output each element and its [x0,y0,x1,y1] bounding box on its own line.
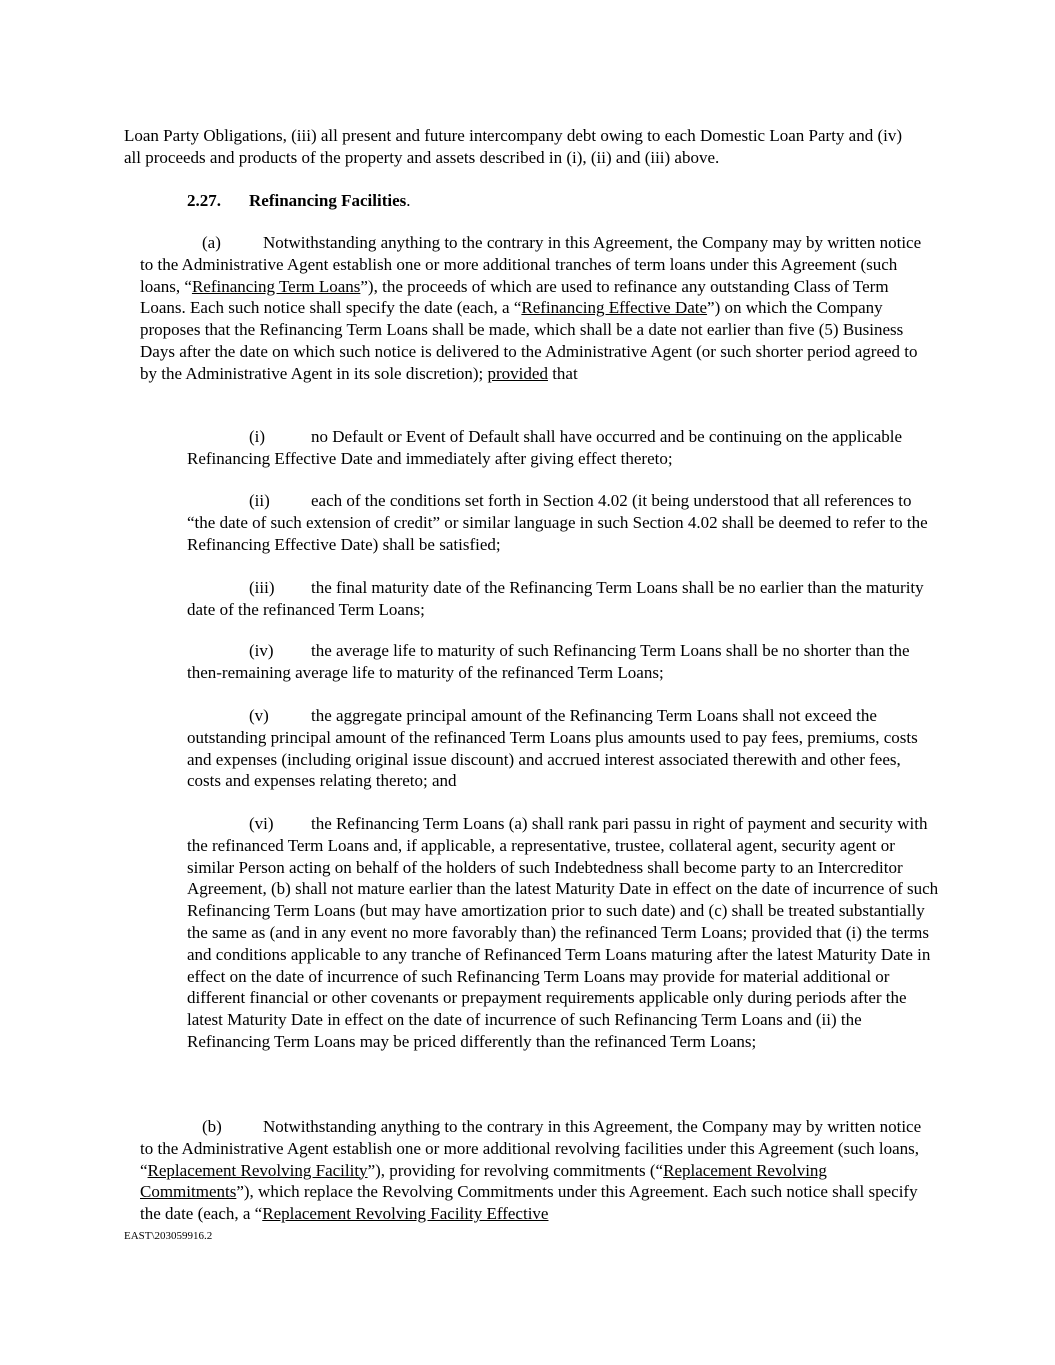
paragraph-b [140,1116,932,1225]
list-item [187,426,927,470]
paragraph-b-label: (b) [202,1117,222,1136]
section-number: 2.27. [187,191,221,210]
section-heading [187,190,787,212]
defined-term-refinancing-effective-date: Refinancing Effective Date [521,298,708,318]
section-title: Refinancing Facilities [249,191,407,210]
paragraph-a-text-1: Notwithstanding anything to the contrary in this Agreement, the Company may by written notice to the Administrative Agent establish one or more additional tranches of term loans under this Agreement (such loans, “ [140,233,922,296]
paragraph-b-text-1: Notwithstanding anything to the contrary in this Agreement, the Company may by written notice to the Administrative Agent establish one or more additional revolving facilities under this Agreement (such loans, “ [140,1117,922,1180]
defined-term-refinancing-term-loans: Refinancing Term Loans [191,276,361,296]
list-item [187,813,939,1053]
paragraph-a-text-4: that [547,363,578,383]
provided-term: provided [487,363,548,383]
list-item [187,490,933,555]
list-item [187,577,939,621]
list-item-label: (vi) [249,814,274,833]
list-item-text: the Refinancing Term Loans (a) shall rank pari passu in right of payment and security with the refinanced Term Loans and, if applicable, a representative, trustee, collateral agent, security agent or similar Person acting on behalf of the holders of such Indebtedness shall become party to an Intercreditor Agreement, (b) shall not mature earlier than the latest Maturity Date in effect on the date of incurrence of such Refinancing Term Loans (but may have amortization prior to such date) and (c) shall be treated substantially the same as (and in any event no more favorably than) the refinanced Term Loans; provided that (i) the terms and conditions applicable to any tranche of Refinanced Term Loans maturing after the latest Maturity Date in effect on the date of incurrence of such Refinancing Term Loans may provide for material additional or different financial or other covenants or prepayment requirements applicable only during periods after the latest Maturity Date in effect on the date of incurrence of such Refinancing Term Loans and (ii) the Refinancing Term Loans may be priced differently than the refinanced Term Loans; [187,814,939,1051]
intro-paragraph [124,125,914,169]
list-item-label: (i) [249,427,266,446]
document-id-footer: EAST\203059916.2 [124,1230,213,1242]
list-item [187,640,927,684]
paragraph-a [140,232,926,385]
list-item-text: each of the conditions set forth in Section 4.02 (it being understood that all references to “the date of such extension of credit” or similar language in such Section 4.02 shall be deemed to refer to the Refinancing Effective Date) shall be satisfied; [187,491,928,554]
list-item-label: (v) [249,706,269,725]
list-item-label: (iv) [249,641,274,660]
paragraph-b-text-3: ”), which replace the Revolving Commitments under this Agreement. Each such notice shall specify the date (each, a “ [140,1182,918,1224]
section-title-period: . [406,191,411,210]
list-item [187,705,933,792]
list-item-label: (ii) [249,491,270,510]
list-item-text: the final maturity date of the Refinancing Term Loans shall be no earlier than the maturity date of the refinanced Term Loans; [187,578,924,619]
list-item-text: no Default or Event of Default shall have occurred and be continuing on the applicable Refinancing Effective Date and immediately after giving effect thereto; [187,427,903,468]
defined-term-replacement-revolving-facility: Replacement Revolving Facility [147,1160,368,1180]
paragraph-b-text-2: ”), providing for revolving commitments (“ [367,1160,664,1180]
paragraph-a-text-3: ”) on which the Company proposes that the Refinancing Term Loans shall be made, which shall be a date not earlier than five (5) Business Days after the date on which such notice is delivered to the Administrative Agent (or such shorter period agreed to by the Administrative Agent in its sole discretion); [140,298,918,383]
intro-text: Loan Party Obligations, (iii) all present and future intercompany debt owing to each Domestic Loan Party and (iv) all proceeds and products of the property and assets described in (i), (ii) and (iii) above. [124,126,903,167]
list-item-label: (iii) [249,578,275,597]
defined-term-replacement-revolving-facility-effective: Replacement Revolving Facility Effective [262,1204,549,1224]
defined-term-replacement-revolving-commitments: Replacement Revolving Commitments [140,1160,827,1202]
list-item-text: the average life to maturity of such Refinancing Term Loans shall be no shorter than the then-remaining average life to maturity of the refinanced Term Loans; [187,641,910,682]
paragraph-a-label: (a) [202,233,221,252]
paragraph-a-text-2: ”), the proceeds of which are used to refinance any outstanding Class of Term Loans. Each such notice shall specify the date (each, a “ [140,276,889,318]
list-item-text: the aggregate principal amount of the Refinancing Term Loans shall not exceed the outstanding principal amount of the refinanced Term Loans plus amounts used to pay fees, premiums, costs and expenses (including original issue discount) and accrued interest associated therewith and other fees, costs and expenses relating thereto; and [187,706,918,791]
